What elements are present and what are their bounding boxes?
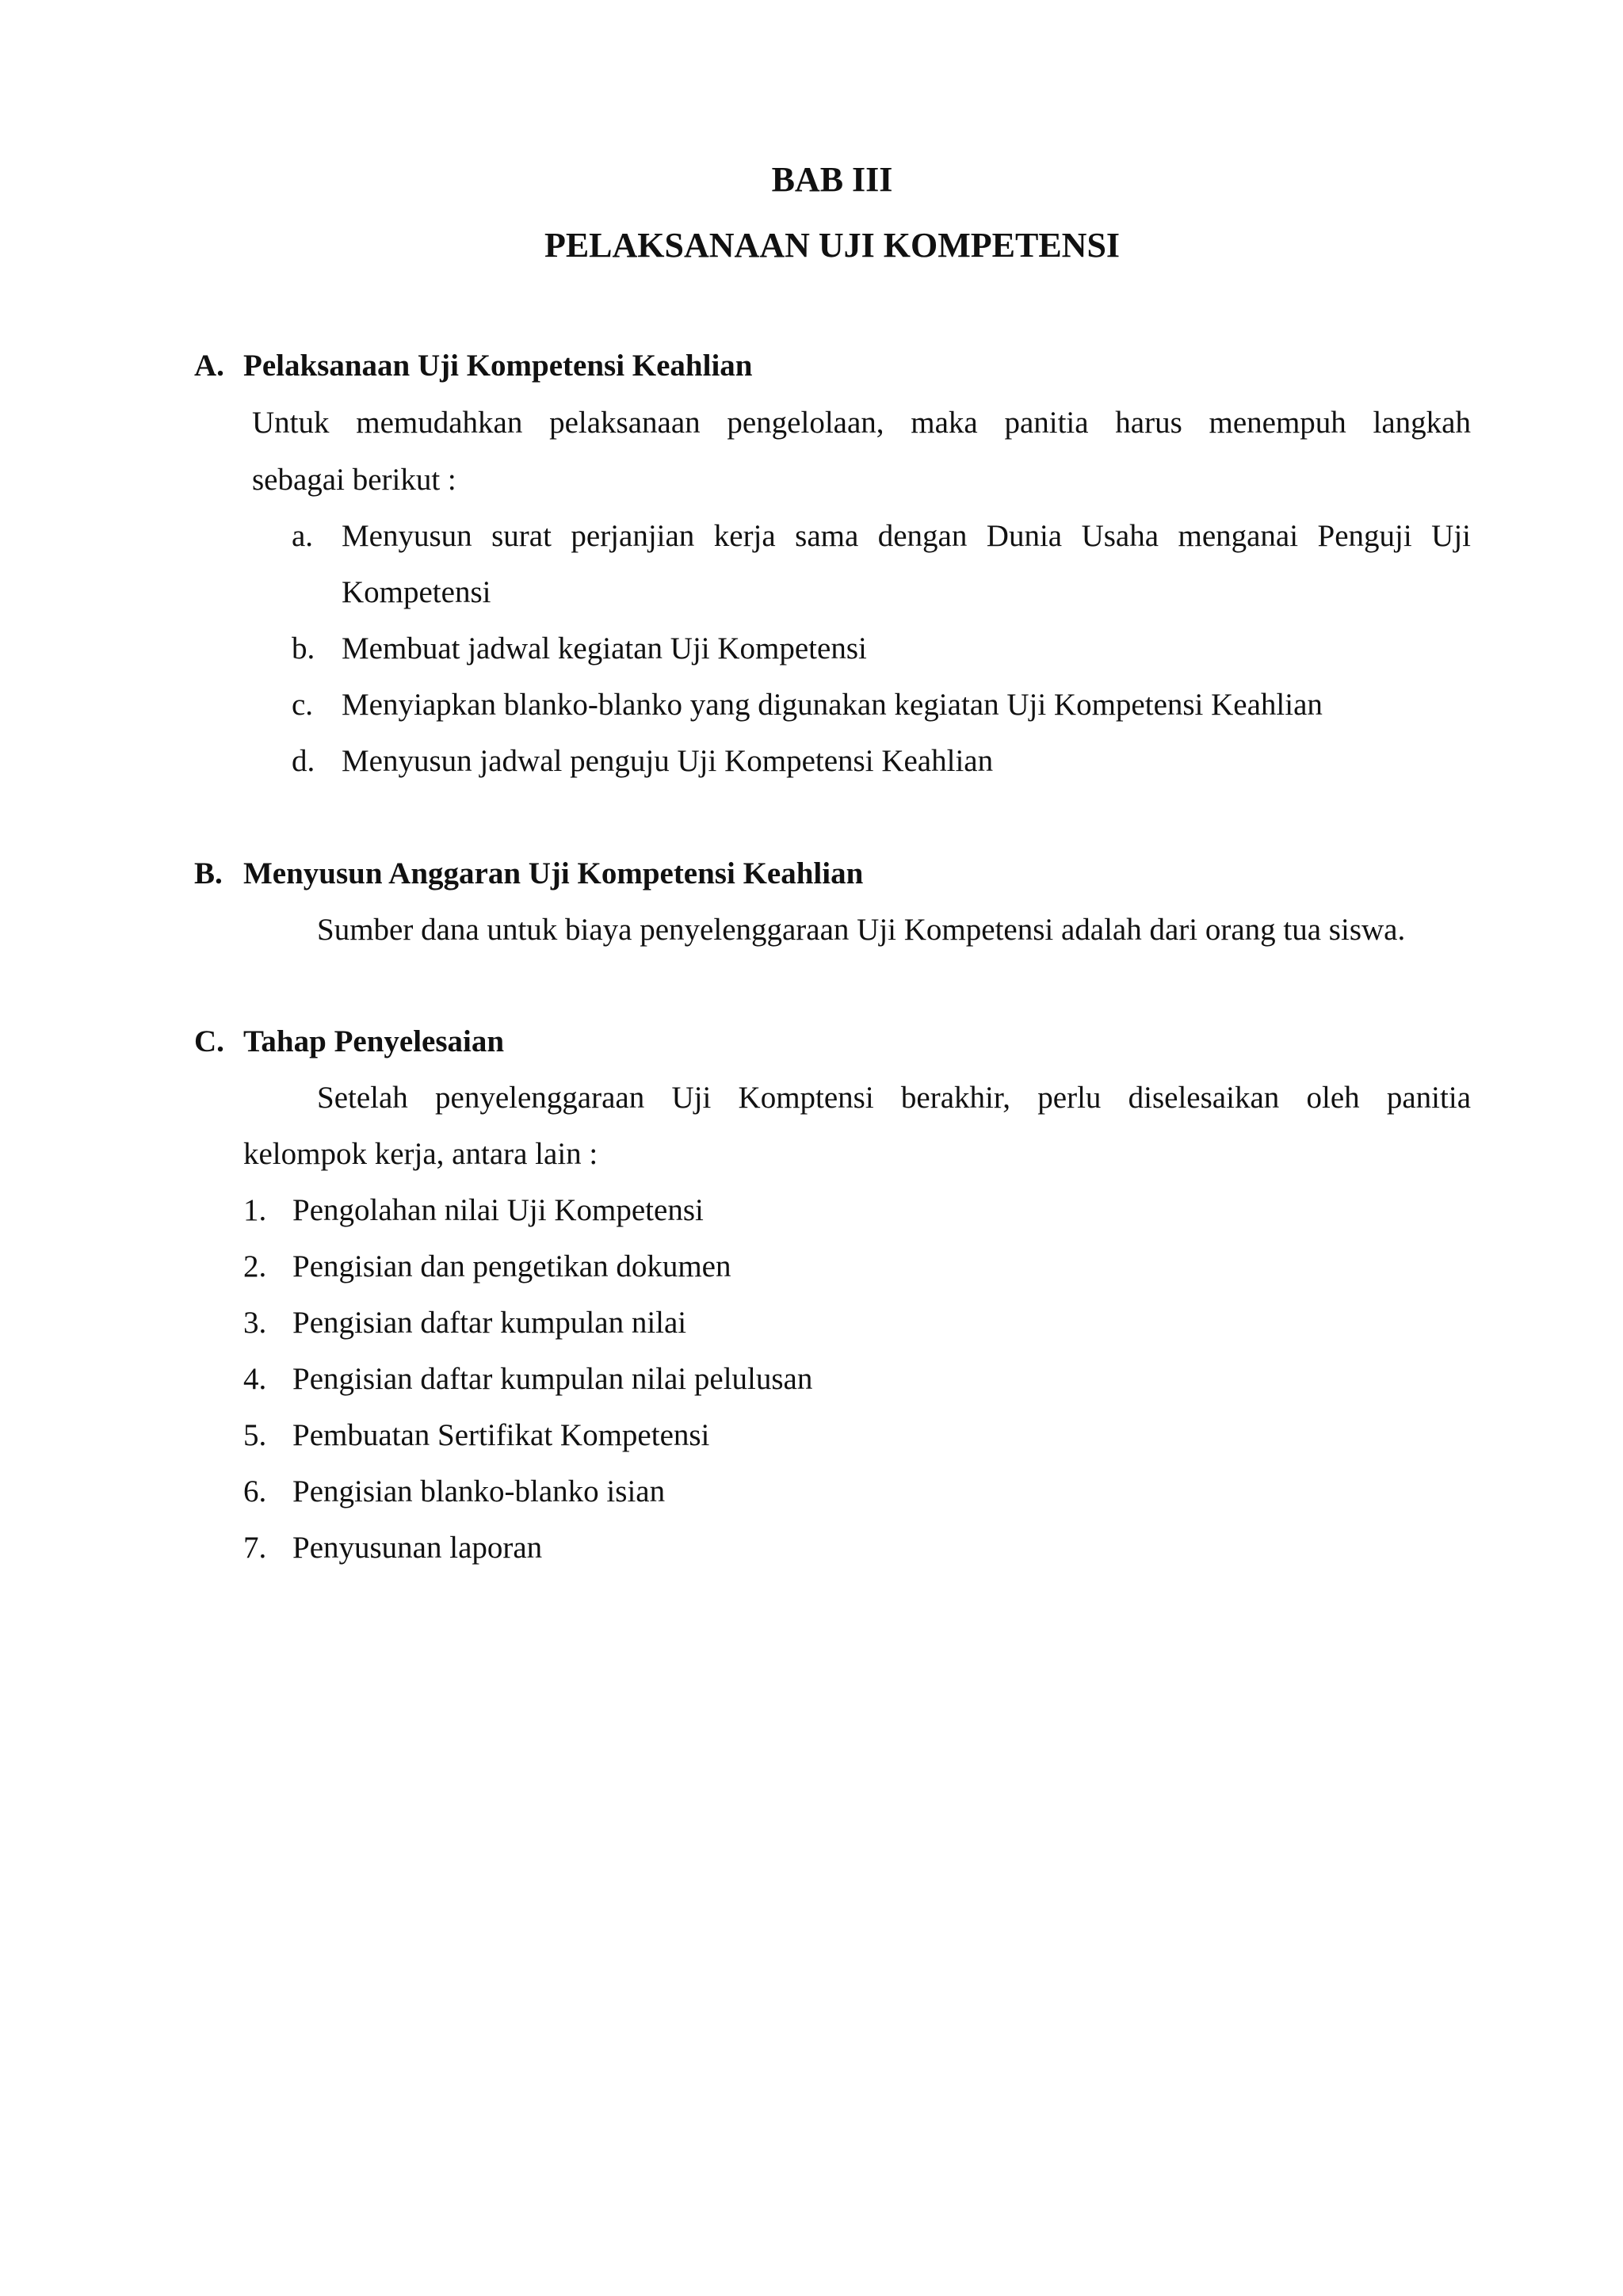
section-a-item-a-line1: Menyusun surat perjanjian kerja sama dengan Dunia Usaha menganai Penguji Uji	[342, 519, 1471, 553]
section-b-marker: B.	[194, 856, 223, 891]
section-c-item-4-text: Pengisian daftar kumpulan nilai pelulusan	[292, 1362, 813, 1396]
section-a-intro-line1: Untuk memudahkan pelaksanaan pengelolaan, maka panitia harus menempuh langkah	[252, 406, 1471, 440]
section-a-item-d-marker: d.	[292, 744, 315, 778]
section-c-item-1-text: Pengolahan nilai Uji Kompetensi	[292, 1193, 704, 1227]
section-c-heading: Tahap Penyelesaian	[243, 1024, 505, 1058]
section-a-item-a-marker: a.	[292, 519, 314, 553]
chapter-title: BAB III	[771, 160, 893, 199]
section-c-item-6-marker: 6.	[243, 1474, 267, 1508]
section-c-intro-line2: kelompok kerja, antara lain :	[243, 1137, 598, 1171]
section-c-item-6-text: Pengisian blanko-blanko isian	[292, 1474, 666, 1508]
section-a-item-c-marker: c.	[292, 688, 314, 722]
section-c-item-5-text: Pembuatan Sertifikat Kompetensi	[292, 1418, 710, 1452]
section-c-item-2-marker: 2.	[243, 1249, 267, 1283]
section-a-item-c-text: Menyiapkan blanko-blanko yang digunakan kegiatan Uji Kompetensi Keahlian	[342, 688, 1323, 722]
section-a-marker: A.	[194, 349, 224, 383]
section-c-item-7-text: Penyusunan laporan	[292, 1531, 543, 1565]
section-a-intro-line2: sebagai berikut :	[252, 463, 456, 497]
section-c-item-3-text: Pengisian daftar kumpulan nilai	[292, 1306, 687, 1340]
section-c-item-4-marker: 4.	[243, 1362, 267, 1396]
section-c-intro-line1: Setelah penyelenggaraan Uji Komptensi berakhir, perlu diselesaikan oleh panitia	[317, 1081, 1471, 1115]
section-a-item-a-line2: Kompetensi	[342, 575, 491, 609]
section-a-item-b-text: Membuat jadwal kegiatan Uji Kompetensi	[342, 631, 867, 666]
section-c-item-5-marker: 5.	[243, 1418, 267, 1452]
section-c-marker: C.	[194, 1024, 224, 1058]
section-c-item-3-marker: 3.	[243, 1306, 267, 1340]
section-c-item-1-marker: 1.	[243, 1193, 267, 1227]
section-a-item-d-text: Menyusun jadwal penguju Uji Kompetensi Keahlian	[342, 744, 994, 778]
section-a-heading: Pelaksanaan Uji Kompetensi Keahlian	[243, 349, 753, 383]
chapter-subtitle: PELAKSANAAN UJI KOMPETENSI	[544, 226, 1121, 265]
section-b-text: Sumber dana untuk biaya penyelenggaraan Uji Kompetensi adalah dari orang tua siswa.	[317, 913, 1406, 947]
section-b-heading: Menyusun Anggaran Uji Kompetensi Keahlian	[243, 856, 864, 891]
section-c-item-2-text: Pengisian dan pengetikan dokumen	[292, 1249, 731, 1283]
section-c-item-7-marker: 7.	[243, 1531, 267, 1565]
section-a-item-b-marker: b.	[292, 631, 315, 666]
